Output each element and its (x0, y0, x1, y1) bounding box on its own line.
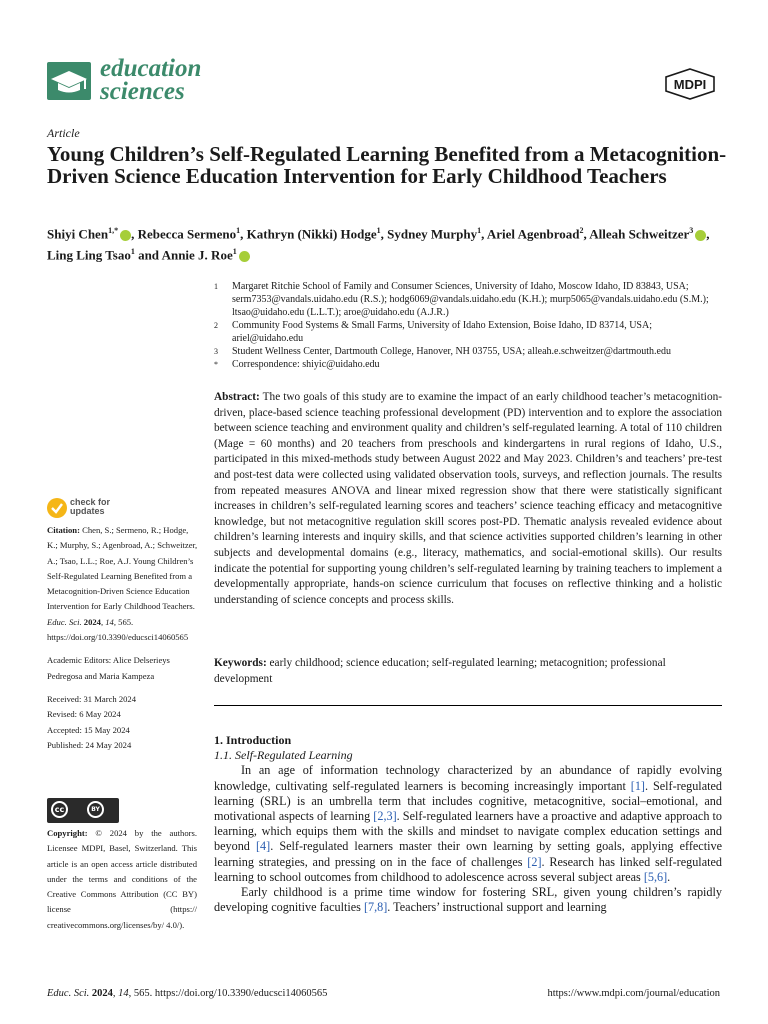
publication-dates (47, 692, 199, 753)
orcid-icon[interactable] (695, 230, 706, 241)
citation-link[interactable]: [2] (527, 854, 542, 869)
text-run: . Self-regulated learners have a proactive and adaptive approach to learning, which equips them with the skills and mindset to navigate complex education settings and beyond (214, 809, 722, 854)
main-body (214, 733, 722, 915)
affiliation-number: 2 (214, 321, 218, 330)
author-name: Annie J. Roe (161, 247, 233, 263)
journal-name (100, 57, 201, 103)
cc-icon: cc (51, 801, 68, 818)
crossmark-icon (47, 498, 67, 518)
check-for-updates-text (70, 498, 110, 516)
author-affiliation-marker: 2 (579, 226, 584, 235)
footer-citation: Educ. Sci. 2024, 14, 565. https://doi.org/10.3390/educsci14060565 (47, 988, 328, 999)
text-run: In an age of information technology characterized by an abundance of rapidly evolving knowledge, cultivating self-regulated learners is becoming increasingly important (214, 763, 722, 793)
citation-link[interactable]: [4] (255, 839, 271, 854)
author-separator: , (380, 226, 388, 242)
check-for-updates-badge[interactable] (47, 498, 117, 518)
section-divider (214, 705, 722, 706)
author-affiliation-marker: 3 (689, 226, 694, 235)
affiliation-item (214, 345, 724, 358)
article-title: Young Children’s Self-Regulated Learning Benefited from a Metacognition-Driven Science Education Intervention for Early Childhood Teachers (47, 142, 727, 188)
citation-link[interactable]: [2,3] (373, 809, 397, 824)
author-separator: , (240, 226, 247, 242)
abstract-label: Abstract: (214, 391, 260, 403)
author-affiliation-marker: 1 (130, 247, 135, 257)
affiliation-item (214, 358, 724, 371)
by-icon: BY (87, 801, 104, 818)
author-separator: and (134, 247, 162, 263)
author-affiliation-marker: 1 (376, 226, 381, 235)
orcid-icon[interactable] (239, 251, 250, 262)
author-name: Sydney Murphy (387, 226, 478, 242)
affiliation-number: * (214, 360, 218, 369)
publisher-logo (664, 68, 716, 100)
author-affiliation-marker: 1 (477, 226, 482, 235)
author-affiliation-marker: 1 (232, 247, 237, 257)
affiliation-text: Student Wellness Center, Dartmouth College, Hanover, NH 03755, USA; alleah.e.schweitzer@dartmouth.edu (232, 346, 671, 357)
affiliation-number: 1 (214, 282, 218, 291)
keywords-text: early childhood; science education; self-regulated learning; metacognition; professional development (214, 657, 666, 685)
cc-by-license-badge[interactable] (47, 798, 119, 823)
publication-date: Published: 24 May 2024 (47, 739, 132, 750)
footer-journal-url[interactable]: https://www.mdpi.com/journal/education (547, 988, 720, 999)
citation-block: Citation: Chen, S.; Sermeno, R.; Hodge, K.; Murphy, S.; Agenbroad, A.; Schweitzer, A.; Tsao, L.L.; Roe, A.J. Young Children’s Self-Regulated Learning Benefited from a Metacognition-Driven Science Education Intervention for Early Childhood Teachers. Educ. Sci. 2024, 14, 565. https://doi.org/10.3390/educsci14060565 (47, 525, 198, 643)
academic-editors: Academic Editors: Alice Delserieys Pedregosa and Maria Kampeza (47, 655, 170, 681)
publication-date: Received: 31 March 2024 (47, 693, 137, 704)
author-separator: , (131, 226, 138, 242)
author-list (47, 222, 737, 265)
abstract (214, 390, 722, 608)
affiliation-text: Margaret Ritchie School of Family and Consumer Sciences, University of Idaho, Moscow Idaho, ID 83843, USA; serm7353@vandals.uidaho.edu (R.S.); hodg6069@vandals.uidaho.edu (K.H.); murp5065@vandals.uidaho.edu (S.M.); ltsao@uidaho.edu (L.L.T.); aroe@uidaho.edu (A.J.R.) (232, 281, 709, 318)
section-heading: 1. Introduction (214, 733, 292, 747)
check-line1: check for (70, 497, 111, 507)
affiliation-text: Community Food Systems & Small Farms, University of Idaho Extension, Boise Idaho, ID 83714, USA; ariel@uidaho.edu (232, 320, 652, 344)
text-run: . Self-regulated learning (SRL) is an umbrella term that includes cognitive, metacognitive, social–emotional, and motivational aspects of learning (214, 778, 722, 824)
citation-text: Chen, S.; Sermeno, R.; Hodge, K.; Murphy, S.; Agenbroad, A.; Schweitzer, A.; Tsao, L.L.; Roe, A.J. Young Children’s Self-Regulated Learning Benefited from a Metacognition-Driven Science Education Intervention for Early Childhood Teachers. (47, 525, 198, 612)
citation-link[interactable]: [7,8] (363, 900, 388, 915)
affiliation-item (214, 319, 724, 345)
journal-name-line2: sciences (100, 78, 185, 105)
text-run: . Self-regulated learners master their own learning by setting goals, applying effective learning strategies, and pressing on in the face of challenges (214, 839, 722, 869)
citation-link[interactable]: [1] (630, 778, 645, 793)
keywords (214, 656, 722, 687)
author-name: Alleah Schweitzer (589, 226, 690, 242)
publication-date: Accepted: 15 May 2024 (47, 724, 130, 735)
subsection-heading: 1.1. Self-Regulated Learning (214, 748, 353, 763)
journal-logo-icon (47, 62, 91, 100)
publisher-name: MDPI (673, 77, 707, 92)
check-line2: updates (70, 506, 105, 516)
author-separator: , (481, 226, 487, 242)
affiliation-item (214, 280, 724, 319)
citation-volume: 14 (105, 616, 114, 627)
citation-label: Citation: (47, 525, 80, 535)
body-paragraph (214, 885, 722, 915)
author-name: Ariel Agenbroad (486, 226, 580, 242)
publication-date: Revised: 6 May 2024 (47, 709, 121, 720)
text-run: . Teachers’ instructional support and learning (387, 900, 607, 915)
copyright-label: Copyright: (47, 828, 88, 838)
orcid-icon[interactable] (120, 230, 131, 241)
copyright-text: © 2024 by the authors. Licensee MDPI, Basel, Switzerland. This article is an open access article distributed under the terms and conditions of the Creative Commons Attribution (CC BY) license (https:// creativecommons.org/licenses/by/ 4.0/). (47, 828, 197, 930)
author-name: Rebecca Sermeno (137, 226, 237, 242)
footer-volume: 14 (118, 988, 129, 999)
footer-doi-link[interactable]: , 565. https://doi.org/10.3390/educsci14060565 (128, 988, 328, 999)
affiliations (214, 280, 724, 371)
body-paragraph (214, 763, 722, 885)
journal-name-line1: education (100, 55, 202, 82)
affiliation-number: 3 (214, 347, 218, 356)
citation-link[interactable]: [5,6] (643, 869, 668, 884)
keywords-label: Keywords: (214, 657, 267, 669)
text-run: Early childhood is a prime time window for fostering SRL, given young children’s rapidly developing cognitive faculties (214, 885, 722, 915)
affiliation-text: Correspondence: shiyic@uidaho.edu (232, 359, 380, 370)
author-name: Kathryn (Nikki) Hodge (246, 226, 377, 242)
citation-doi[interactable]: , 565. https://doi.org/10.3390/educsci14060565 (47, 616, 189, 643)
article-sidebar (47, 523, 199, 753)
author-name: Shiyi Chen (47, 226, 109, 242)
author-separator: , (583, 226, 590, 242)
abstract-text: The two goals of this study are to examine the impact of an early childhood teacher’s metacognition-driven, place-based science teaching professional development (PD) intervention and to explore the association between science teaching and environment quality and children’s self-regulated learning. A total of 110 children (Mage = 60 months) and 20 teachers from preschools and kindergartens in rural regions of Idaho, U.S., participated in this mixed-methods study between August 2022 and May 2023. Children’s and teachers’ pre-test and post-test data were collected using validated observation tools, surveys, and reflection journals. The results from repeated measures ANOVA and linear mixed regression show that there were statistically significant increases in children’s self-regulated learning scores and teachers’ science teaching efficacy and metacognitive knowledge, but not metacognitive regulation skill scores post-PD. Thematic analysis revealed evidence about children’s learning interests and inquiry skills, and that science activities supported children’s learning in other subjects and developmental domains (e.g., literacy, mathematics, and social-emotional skills). Our results indicate the potential for supporting young children’s self-regulated learning by training teachers to implement a developmentally appropriate, hands-on science curriculum that focuses on reflective thinking and a holistic understanding of science concepts and process skills. (214, 391, 723, 606)
author-name: Ling Ling Tsao (47, 247, 131, 263)
author-separator: , (706, 226, 710, 242)
citation-journal: Educ. Sci. (47, 616, 82, 627)
footer-year: 2024 (91, 988, 113, 999)
text-run: . Research has linked self-regulated learning to school outcomes from childhood to adolescence across several subject areas (214, 854, 722, 884)
copyright-notice (47, 826, 197, 933)
footer-journal: Educ. Sci. (47, 988, 90, 999)
text-run: . (667, 869, 671, 884)
author-affiliation-marker: 1 (236, 226, 241, 235)
article-type: Article (47, 126, 80, 140)
citation-year: 2024 (83, 616, 101, 627)
author-affiliation-marker: 1,* (108, 226, 119, 235)
